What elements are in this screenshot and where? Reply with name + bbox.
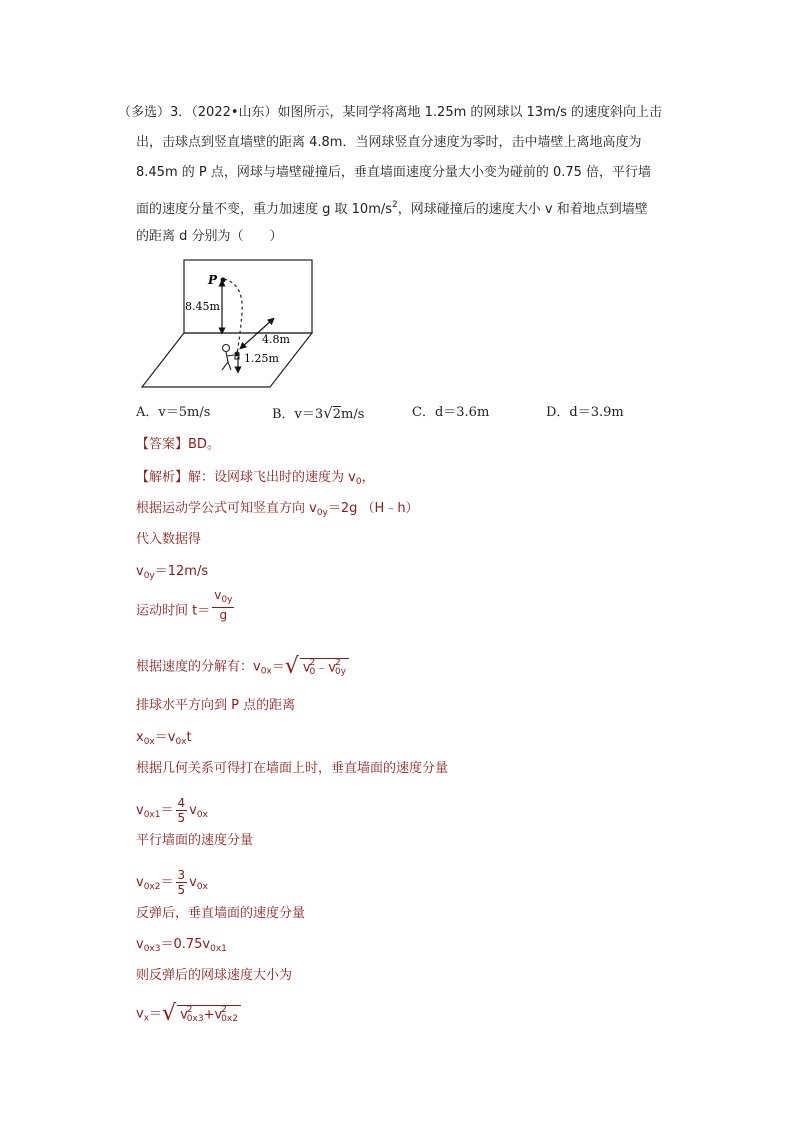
label-p: P <box>208 273 218 287</box>
option-d: D．d＝3.9m <box>546 405 624 420</box>
analysis-step-6: 排球水平方向到 P 点的距离 <box>136 698 296 713</box>
question-line-4: 面的速度分量不变，重力加速度 g 取 $10m/s^2$，网球碰撞后的速度大小 v 和着地点到墙壁 <box>136 200 648 217</box>
analysis-step-13: $v_{0x3}=0.75v_{0x1}$ <box>136 937 227 954</box>
option-c: C．d＝3.6m <box>412 405 490 420</box>
option-b: B．v＝3√2m/s <box>272 404 365 422</box>
analysis-step-11: $v_{0x2}=$ $\frac{3}{5}$ $v_{0x}$ <box>136 868 208 897</box>
answer-value: BD。 <box>188 437 220 452</box>
question-line-2: 出，击球点到竖直墙壁的距离 4.8m．当网球竖直分速度为零时，击中墙壁上离地高度为 <box>136 135 642 150</box>
trajectory <box>224 279 242 354</box>
physics-figure <box>140 258 325 393</box>
analysis-step-4: 运动时间 t＝ $\frac{v_{0y}}{g}$ <box>136 588 233 622</box>
analysis-step-9: $v_{0x1}=$ $\frac{4}{5}$ $v_{0x}$ <box>136 796 208 825</box>
analysis-intro: 【解析】解：设网球飞出时的速度为 $v_0$， <box>136 470 375 487</box>
answer-tag: 【答案】 <box>136 437 189 452</box>
analysis-step-14: 则反弹后的网球速度大小为 <box>136 968 293 983</box>
analysis-step-15: $v_x=√$ v 2 0x3 +v 2 0x2 <box>136 1003 241 1028</box>
label-height-p: 8.45m <box>185 300 220 313</box>
question-line-5: 的距离 d 分别为（ ） <box>136 229 283 244</box>
analysis-step-5: 根据速度的分解有：$v_{0x}=√$ v 2 0 ﹣v 2 0y <box>136 656 349 681</box>
label-distance: 4.8m <box>262 333 290 346</box>
option-a: A．v＝5m/s <box>136 405 211 420</box>
analysis-step-3: $v_{0y}=12m/s$ <box>136 564 209 581</box>
question-line-3: 8.45m 的 P 点，网球与墙壁碰撞后，垂直墙面速度分量大小变为碰前的 0.75 倍，平行墙 <box>136 165 652 180</box>
wall <box>184 260 312 333</box>
analysis-step-7: $x_{0x}=v_{0x}t$ <box>136 730 192 747</box>
analysis-step-1: 根据运动学公式可知竖直方向 $v_{0y}=2g$ （H﹣h） <box>136 501 419 518</box>
label-height-hit: 1.25m <box>244 352 279 365</box>
question-line-1: （多选）3．（2022•山东）如图所示，某同学将离地 1.25m 的网球以 13m/s 的速度斜向上击 <box>118 105 663 120</box>
person-icon <box>222 345 239 371</box>
analysis-step-12: 反弹后，垂直墙面的速度分量 <box>136 906 306 921</box>
analysis-step-8: 根据几何关系可得打在墙面上时，垂直墙面的速度分量 <box>136 761 449 776</box>
analysis-step-10: 平行墙面的速度分量 <box>136 833 254 848</box>
answer <box>136 436 220 454</box>
analysis-step-2: 代入数据得 <box>136 532 202 547</box>
point-p <box>221 278 226 283</box>
